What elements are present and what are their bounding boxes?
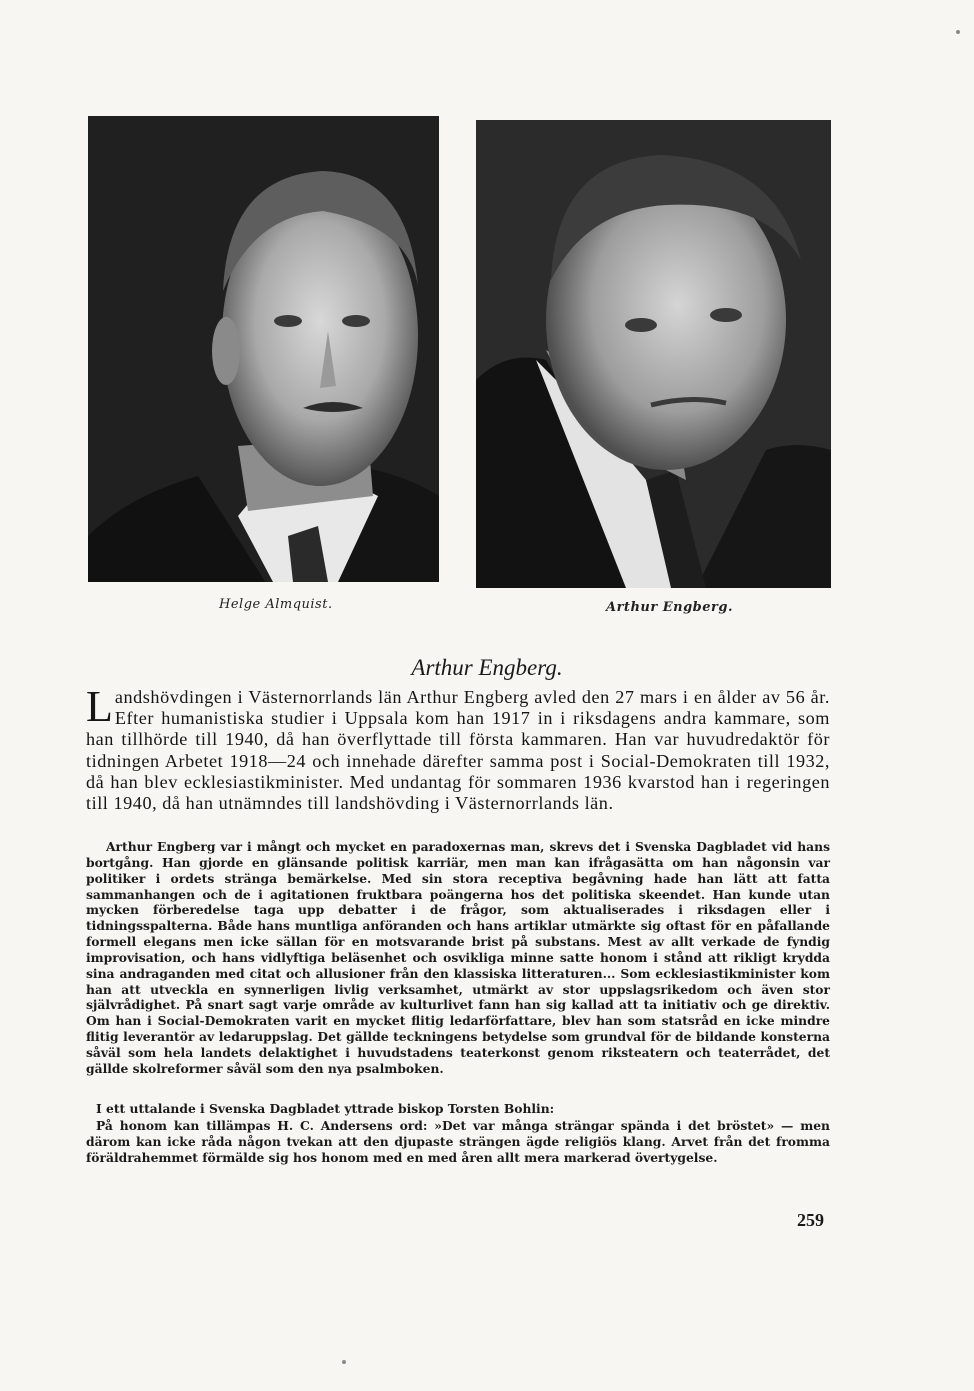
page-number: 259: [797, 1210, 824, 1230]
article-title: Arthur Engberg.: [411, 655, 563, 680]
body-paragraph-2: I ett uttalande i Svenska Dagbladet yttrade biskop Torsten Bohlin:: [96, 1101, 555, 1116]
lead-paragraph: [86, 682, 830, 814]
lead-paragraph-text: andshövdingen i Västernorrlands län Arthur Engberg avled den 27 mars i en ålder av 56 år. Efter humanistiska studier i Uppsala kom han 1917 in i riksdagens andra kammare, som han tillhörde till 1940, då han överflyttade till första kammaren. Han var huvudredaktör för tidningen Arbetet 1918—24 och innehade därefter samma post i Social-Demokraten till 1932, då han blev ecklesiastikminister. Med undantag för sommaren 1936 kvarstod han i regeringen till 1940, då han utnämndes till landshövding i Västernorrlands län.: [86, 687, 830, 814]
page-speck: [956, 30, 960, 34]
body-paragraph-3: På honom kan tillämpas H. C. Andersens ord: »Det var många strängar spända i det bröstet» — men därom kan icke råda någon tvekan att den djupaste strängen ägde religiös klang. Arvet från det fromma föräldrahemmet förmälde sig hos honom med en med åren allt mera markerad övertygelse.: [86, 1118, 830, 1165]
portrait-photo-left: [88, 116, 439, 582]
body-paragraph-1: Arthur Engberg var i mångt och mycket en paradoxernas man, skrevs det i Svenska Dagbladet vid hans bortgång. Han gjorde en glänsande politisk karriär, men man kan ifrågasätta om han någonsin var politiker i ordets stränga bemärkelse. Med sin stora receptiva begåvning hade han lätt att fatta sammanhangen och de i agitationen fruktbara poängerna hos det politiska skeendet. Han kunde utan mycken förberedelse taga upp debatter i de frågor, som aktualiserades i riksdagen eller i tidningsspalterna. Både hans muntliga anföranden och hans artiklar utmärkte sig oftast för en påfallande formell elegans men icke sällan för en motsvarande brist på substans. Mest av allt verkade de fyndig improvisation, och hans vidlyftiga beläsenhet och osvikliga minne satte honom i stånd att rikligt krydda sina andraganden med citat och allusioner från den klassiska litteraturen... Som ecklesiastikminister kom han att utveckla en synnerligen livlig verksamhet, utmärkt av stor uppslagsrikedom och även stor självrådighet. På snart sagt varje område av kulturlivet fann han sig kallad att ta initiativ och ge direktiv. Om han i Social-Demokraten varit en mycket flitig ledarförfattare, blev han som statsråd en icke mindre flitig leverantör av ledaruppslag. Det gällde teckningens betydelse som grundval för de bildande konsterna såväl som hela landets delaktighet i huvudstadens teaterkonst genom riksteatern och teaterrådet, det gällde skolreformer såväl som den nya psalmboken.: [86, 839, 830, 1076]
photo-caption-right: Arthur Engberg.: [606, 600, 733, 615]
drop-cap-initial: L: [86, 682, 113, 731]
portrait-photo-right: [476, 120, 831, 588]
page-speck: [342, 1360, 346, 1364]
portrait-helge-almquist-image: [88, 116, 439, 582]
photo-caption-left: Helge Almquist.: [219, 597, 333, 612]
portrait-arthur-engberg-image: [476, 120, 831, 588]
